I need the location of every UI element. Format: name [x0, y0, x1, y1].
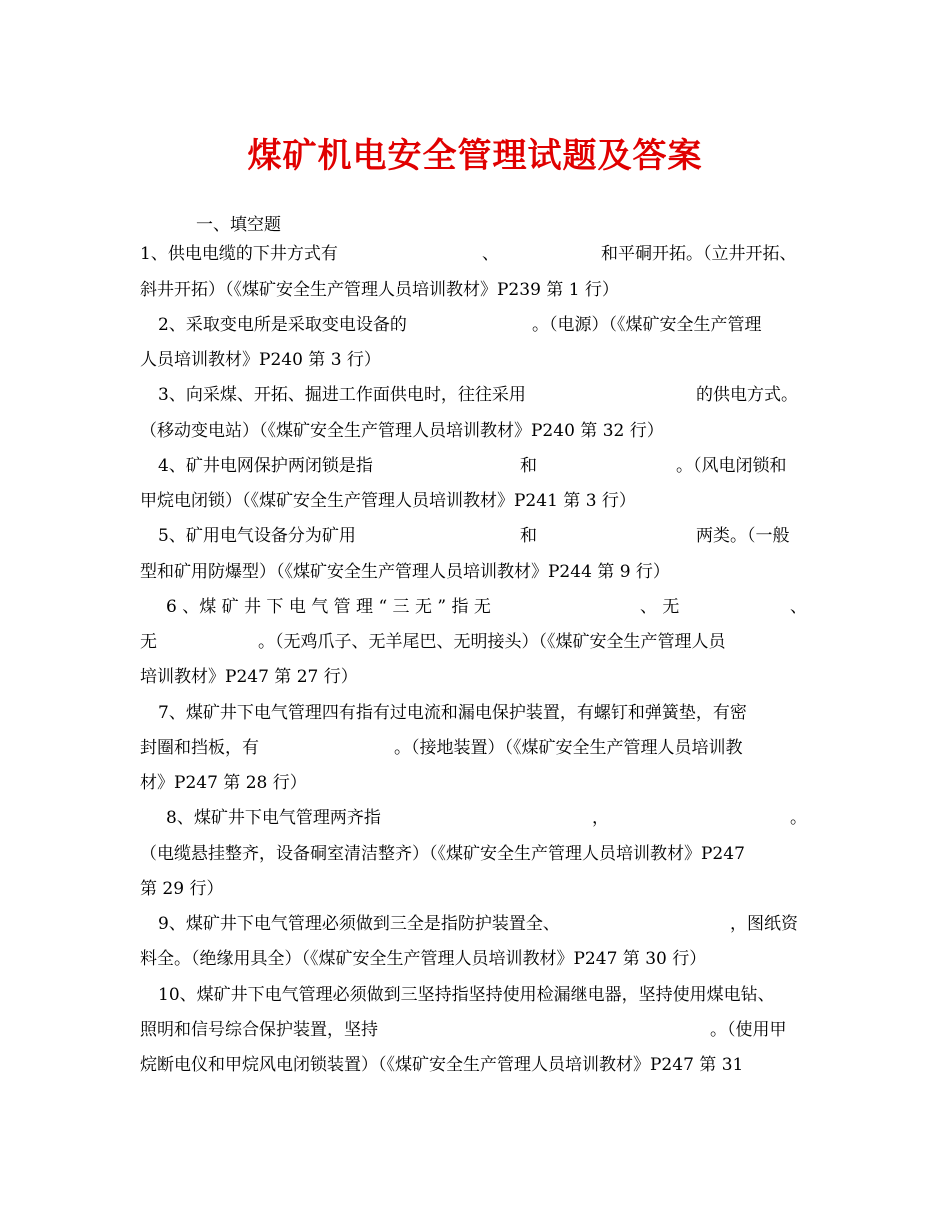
question-text: 8、煤矿井下电气管理两齐指: [166, 808, 381, 828]
question-text: 。: [790, 808, 807, 828]
question-text: 料全。（绝缘用具全）（《煤矿安全生产管理人员培训教材》P247 第 30 行）: [140, 949, 707, 969]
question-text: 无: [140, 632, 157, 652]
question-text: 第 29 行）: [140, 879, 224, 899]
question-text: 6 、煤 矿 井 下 电 气 管 理 “ 三 无 ” 指 无: [166, 597, 491, 617]
question-text: 4、矿井电网保护两闭锁是指: [158, 456, 373, 476]
question-text: ，图纸资: [730, 914, 798, 934]
question-text: 、: [482, 244, 499, 264]
question-text: 1、供电电缆的下井方式有: [140, 244, 338, 264]
question-text: 型和矿用防爆型）（《煤矿安全生产管理人员培训教材》P244 第 9 行）: [140, 562, 670, 582]
document-title: 煤矿机电安全管理试题及答案: [247, 136, 703, 176]
question-text: 斜井开拓）（《煤矿安全生产管理人员培训教材》P239 第 1 行）: [140, 280, 619, 300]
question-text: 两类。（一般: [696, 526, 790, 546]
question-text: 和: [520, 456, 537, 476]
question-text: 3、向采煤、开拓、掘进工作面供电时，往往采用: [158, 385, 526, 405]
question-text: 5、矿用电气设备分为矿用: [158, 526, 356, 546]
question-text: （移动变电站）（《煤矿安全生产管理人员培训教材》P240 第 32 行）: [140, 421, 664, 441]
question-text: 封圈和挡板，有: [140, 738, 259, 758]
question-text: 。（接地装置）（《煤矿安全生产管理人员培训教: [394, 738, 743, 758]
question-text: 7、煤矿井下电气管理四有指有过电流和漏电保护装置，有螺钉和弹簧垫，有密: [158, 703, 747, 723]
question-text: 。（电源）（《煤矿安全生产管理: [532, 315, 762, 335]
question-text: 甲烷电闭锁）（《煤矿安全生产管理人员培训教材》P241 第 3 行）: [140, 491, 636, 511]
question-text: 10、煤矿井下电气管理必须做到三坚持指坚持使用检漏继电器，坚持使用煤电钻、: [158, 985, 775, 1005]
question-text: 。（无鸡爪子、无羊尾巴、无明接头）（《煤矿安全生产管理人员: [258, 632, 726, 652]
question-text: 。（使用甲: [710, 1020, 787, 1040]
question-text: 、: [790, 597, 807, 617]
question-text: 烷断电仪和甲烷风电闭锁装置）（《煤矿安全生产管理人员培训教材》P247 第 31: [140, 1055, 744, 1075]
question-text: 和平硐开拓。（立井开拓、: [601, 244, 797, 264]
question-text: （电缆悬挂整齐，设备硐室清洁整齐）（《煤矿安全生产管理人员培训教材》P247: [140, 844, 745, 864]
question-text: 照明和信号综合保护装置，坚持: [140, 1020, 378, 1040]
question-text: 的供电方式。: [696, 385, 798, 405]
question-text: 材》P247 第 28 行）: [140, 773, 307, 793]
question-text: 培训教材》P247 第 27 行）: [140, 667, 358, 687]
question-text: 2、采取变电所是采取变电设备的: [158, 315, 407, 335]
section-heading: 一、填空题: [196, 215, 281, 235]
question-text: 。（风电闭锁和: [676, 456, 787, 476]
question-text: 人员培训教材》P240 第 3 行）: [140, 350, 381, 370]
question-text: 、 无: [640, 597, 680, 617]
question-text: 9、煤矿井下电气管理必须做到三全是指防护装置全、: [158, 914, 560, 934]
question-text: ，: [592, 808, 609, 828]
question-text: 和: [520, 526, 537, 546]
